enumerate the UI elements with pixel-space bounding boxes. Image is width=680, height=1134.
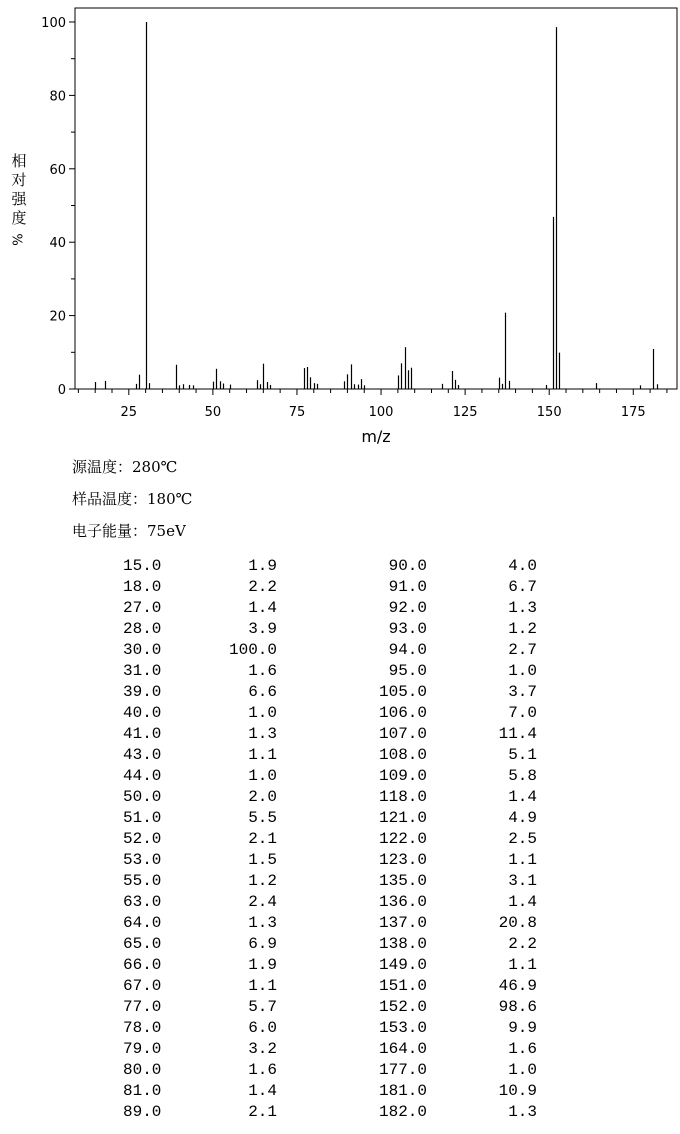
peak-mz: 15.0 (123, 557, 162, 575)
sample-temperature-value: 180℃ (147, 490, 193, 508)
peak-row (0, 661, 280, 682)
peak-row (260, 1060, 540, 1081)
peak-intensity: 2.2 (508, 935, 537, 953)
peak-mz: 77.0 (123, 998, 162, 1016)
y-axis-label-char: 度 (11, 209, 27, 227)
peak-intensity: 1.3 (508, 1103, 537, 1121)
peak-row (260, 871, 540, 892)
peak-intensity: 10.9 (498, 1082, 537, 1100)
y-axis-label-char: 强 (11, 190, 27, 208)
peak-row (260, 850, 540, 871)
peak-mz: 177.0 (378, 1061, 427, 1079)
peak-row (0, 703, 280, 724)
peak-row (260, 976, 540, 997)
peak-row (0, 1018, 280, 1039)
peak-intensity: 98.6 (498, 998, 537, 1016)
peak-intensity: 1.1 (508, 851, 537, 869)
peak-mz: 122.0 (378, 830, 427, 848)
peak-row (260, 1081, 540, 1102)
peak-row (260, 934, 540, 955)
peak-intensity: 9.9 (508, 1019, 537, 1037)
peak-row (0, 892, 280, 913)
peak-mz: 78.0 (123, 1019, 162, 1037)
peak-row (0, 724, 280, 745)
peak-intensity: 1.3 (508, 599, 537, 617)
peak-mz: 30.0 (123, 641, 162, 659)
peak-intensity: 1.6 (508, 1040, 537, 1058)
peak-row (0, 745, 280, 766)
peak-row (0, 682, 280, 703)
peak-row (0, 787, 280, 808)
peak-mz: 94.0 (388, 641, 427, 659)
peak-mz: 50.0 (123, 788, 162, 806)
peak-intensity: 3.1 (508, 872, 537, 890)
y-tick-label: 100 (41, 16, 66, 31)
y-tick-label: 60 (49, 162, 66, 178)
peak-row (260, 1102, 540, 1123)
sample-temperature (72, 488, 192, 509)
x-tick-label: 175 (620, 405, 646, 420)
peak-mz: 79.0 (123, 1040, 162, 1058)
peak-intensity: 2.5 (508, 830, 537, 848)
peak-mz: 44.0 (123, 767, 162, 785)
peak-intensity: 5.1 (508, 746, 537, 764)
peak-mz: 18.0 (123, 578, 162, 596)
sample-temperature-label: 样品温度： (72, 490, 148, 508)
peak-mz: 51.0 (123, 809, 162, 827)
peak-row (260, 808, 540, 829)
peak-intensity: 6.9 (248, 935, 277, 953)
peak-intensity: 1.5 (248, 851, 277, 869)
peak-row (0, 1081, 280, 1102)
peak-mz: 40.0 (123, 704, 162, 722)
peak-row (0, 934, 280, 955)
peak-table-left (0, 556, 280, 1123)
peak-intensity: 1.4 (248, 599, 277, 617)
peak-mz: 105.0 (378, 683, 427, 701)
y-axis-label-char: 对 (11, 171, 27, 189)
peak-mz: 63.0 (123, 893, 162, 911)
peak-mz: 136.0 (378, 893, 427, 911)
x-tick-label: 100 (368, 405, 394, 420)
peak-mz: 67.0 (123, 977, 162, 995)
peak-mz: 80.0 (123, 1061, 162, 1079)
peak-intensity: 1.0 (508, 1061, 537, 1079)
peak-row (0, 640, 280, 661)
x-tick-label: 125 (452, 405, 478, 420)
x-tick-label: 50 (204, 405, 222, 420)
peak-intensity: 46.9 (498, 977, 537, 995)
peak-intensity: 1.0 (248, 767, 277, 785)
peak-row (0, 619, 280, 640)
peak-intensity: 2.1 (248, 830, 277, 848)
y-axis-ticks (41, 16, 75, 398)
peak-intensity: 1.6 (248, 662, 277, 680)
peak-intensity: 2.4 (248, 893, 277, 911)
peak-row (260, 1018, 540, 1039)
peak-row (0, 955, 280, 976)
peak-intensity: 2.1 (248, 1103, 277, 1121)
peak-mz: 81.0 (123, 1082, 162, 1100)
peak-mz: 64.0 (123, 914, 162, 932)
y-tick-label: 0 (57, 383, 66, 398)
peak-mz: 107.0 (378, 725, 427, 743)
peak-row (0, 556, 280, 577)
peak-intensity: 1.9 (248, 956, 277, 974)
peak-intensity: 5.7 (248, 998, 277, 1016)
peak-mz: 182.0 (378, 1103, 427, 1121)
peak-intensity: 1.6 (248, 1061, 277, 1079)
peak-intensity: 1.0 (508, 662, 537, 680)
peak-row (0, 808, 280, 829)
peak-row (260, 892, 540, 913)
peak-mz: 109.0 (378, 767, 427, 785)
peak-intensity: 100.0 (228, 641, 277, 659)
peak-mz: 27.0 (123, 599, 162, 617)
peak-mz: 41.0 (123, 725, 162, 743)
peak-intensity: 1.2 (508, 620, 537, 638)
peak-mz: 149.0 (378, 956, 427, 974)
peak-intensity: 1.4 (248, 1082, 277, 1100)
peak-mz: 65.0 (123, 935, 162, 953)
peak-row (260, 829, 540, 850)
y-axis-label-char: 相 (11, 152, 27, 170)
peak-intensity: 6.7 (508, 578, 537, 596)
peak-row (0, 1039, 280, 1060)
peak-intensity: 2.2 (248, 578, 277, 596)
peak-row (260, 682, 540, 703)
peak-mz: 39.0 (123, 683, 162, 701)
peak-row (260, 661, 540, 682)
peak-row (260, 997, 540, 1018)
peak-intensity: 1.1 (248, 977, 277, 995)
peak-row (260, 913, 540, 934)
peak-mz: 123.0 (378, 851, 427, 869)
peak-row (0, 976, 280, 997)
source-temperature-value: 280℃ (132, 458, 178, 476)
peak-row (260, 577, 540, 598)
source-temperature-label: 源温度： (72, 458, 133, 476)
x-tick-label: 25 (120, 405, 138, 420)
x-tick-label: 150 (536, 405, 562, 420)
electron-energy (72, 520, 186, 541)
peak-row (0, 1102, 280, 1123)
peak-mz: 91.0 (388, 578, 427, 596)
peak-intensity: 6.0 (248, 1019, 277, 1037)
peak-intensity: 2.0 (248, 788, 277, 806)
x-axis-label: m/z (361, 427, 391, 446)
peak-intensity: 5.8 (508, 767, 537, 785)
peak-mz: 137.0 (378, 914, 427, 932)
peak-intensity: 3.7 (508, 683, 537, 701)
y-tick-label: 80 (49, 89, 66, 105)
peak-mz: 106.0 (378, 704, 427, 722)
peak-mz: 92.0 (388, 599, 427, 617)
peak-intensity: 4.0 (508, 557, 537, 575)
peak-row (260, 955, 540, 976)
peak-row (0, 829, 280, 850)
y-tick-label: 40 (49, 236, 66, 252)
peak-row (260, 703, 540, 724)
peak-intensity: 1.1 (248, 746, 277, 764)
peak-mz: 66.0 (123, 956, 162, 974)
peak-row (260, 640, 540, 661)
peak-row (0, 997, 280, 1018)
peak-intensity: 20.8 (498, 914, 537, 932)
peak-intensity: 5.5 (248, 809, 277, 827)
peak-row (260, 766, 540, 787)
peak-mz: 181.0 (378, 1082, 427, 1100)
plot-frame (75, 8, 677, 389)
peak-mz: 52.0 (123, 830, 162, 848)
peak-intensity: 1.9 (248, 557, 277, 575)
peak-mz: 28.0 (123, 620, 162, 638)
peak-row (260, 598, 540, 619)
peak-intensity: 1.0 (248, 704, 277, 722)
peak-intensity: 3.2 (248, 1040, 277, 1058)
peak-row (0, 577, 280, 598)
peak-mz: 153.0 (378, 1019, 427, 1037)
peak-intensity: 11.4 (498, 725, 537, 743)
peak-mz: 31.0 (123, 662, 162, 680)
peak-row (0, 1060, 280, 1081)
peak-mz: 89.0 (123, 1103, 162, 1121)
y-axis-label (8, 152, 30, 249)
peak-intensity: 1.1 (508, 956, 537, 974)
peak-mz: 138.0 (378, 935, 427, 953)
peak-mz: 53.0 (123, 851, 162, 869)
peak-mz: 95.0 (388, 662, 427, 680)
peak-row (260, 787, 540, 808)
peak-mz: 118.0 (378, 788, 427, 806)
x-axis-ticks (78, 389, 667, 420)
spectrum-peaks (96, 22, 658, 389)
peak-intensity: 1.2 (248, 872, 277, 890)
peak-row (260, 1039, 540, 1060)
source-temperature (72, 456, 177, 477)
peak-mz: 55.0 (123, 872, 162, 890)
y-tick-label: 20 (49, 309, 66, 325)
electron-energy-label: 电子能量： (72, 522, 148, 540)
y-axis-label-unit: % (11, 233, 27, 246)
peak-mz: 93.0 (388, 620, 427, 638)
peak-intensity: 1.4 (508, 788, 537, 806)
peak-mz: 152.0 (378, 998, 427, 1016)
peak-mz: 164.0 (378, 1040, 427, 1058)
peak-table-right (260, 556, 540, 1123)
peak-intensity: 1.3 (248, 914, 277, 932)
peak-row (260, 745, 540, 766)
peak-row (260, 556, 540, 577)
peak-intensity: 1.4 (508, 893, 537, 911)
peak-mz: 135.0 (378, 872, 427, 890)
peak-mz: 121.0 (378, 809, 427, 827)
peak-mz: 108.0 (378, 746, 427, 764)
x-tick-label: 75 (288, 405, 306, 420)
peak-row (0, 871, 280, 892)
peak-intensity: 4.9 (508, 809, 537, 827)
peak-intensity: 7.0 (508, 704, 537, 722)
peak-intensity: 2.7 (508, 641, 537, 659)
peak-row (0, 850, 280, 871)
peak-intensity: 1.3 (248, 725, 277, 743)
peak-intensity: 6.6 (248, 683, 277, 701)
peak-row (260, 619, 540, 640)
peak-intensity: 3.9 (248, 620, 277, 638)
peak-mz: 151.0 (378, 977, 427, 995)
peak-row (0, 913, 280, 934)
electron-energy-value: 75eV (147, 522, 186, 540)
mass-spectrum-chart (0, 0, 680, 450)
peak-row (0, 766, 280, 787)
peak-row (0, 598, 280, 619)
peak-mz: 43.0 (123, 746, 162, 764)
peak-row (260, 724, 540, 745)
peak-mz: 90.0 (388, 557, 427, 575)
